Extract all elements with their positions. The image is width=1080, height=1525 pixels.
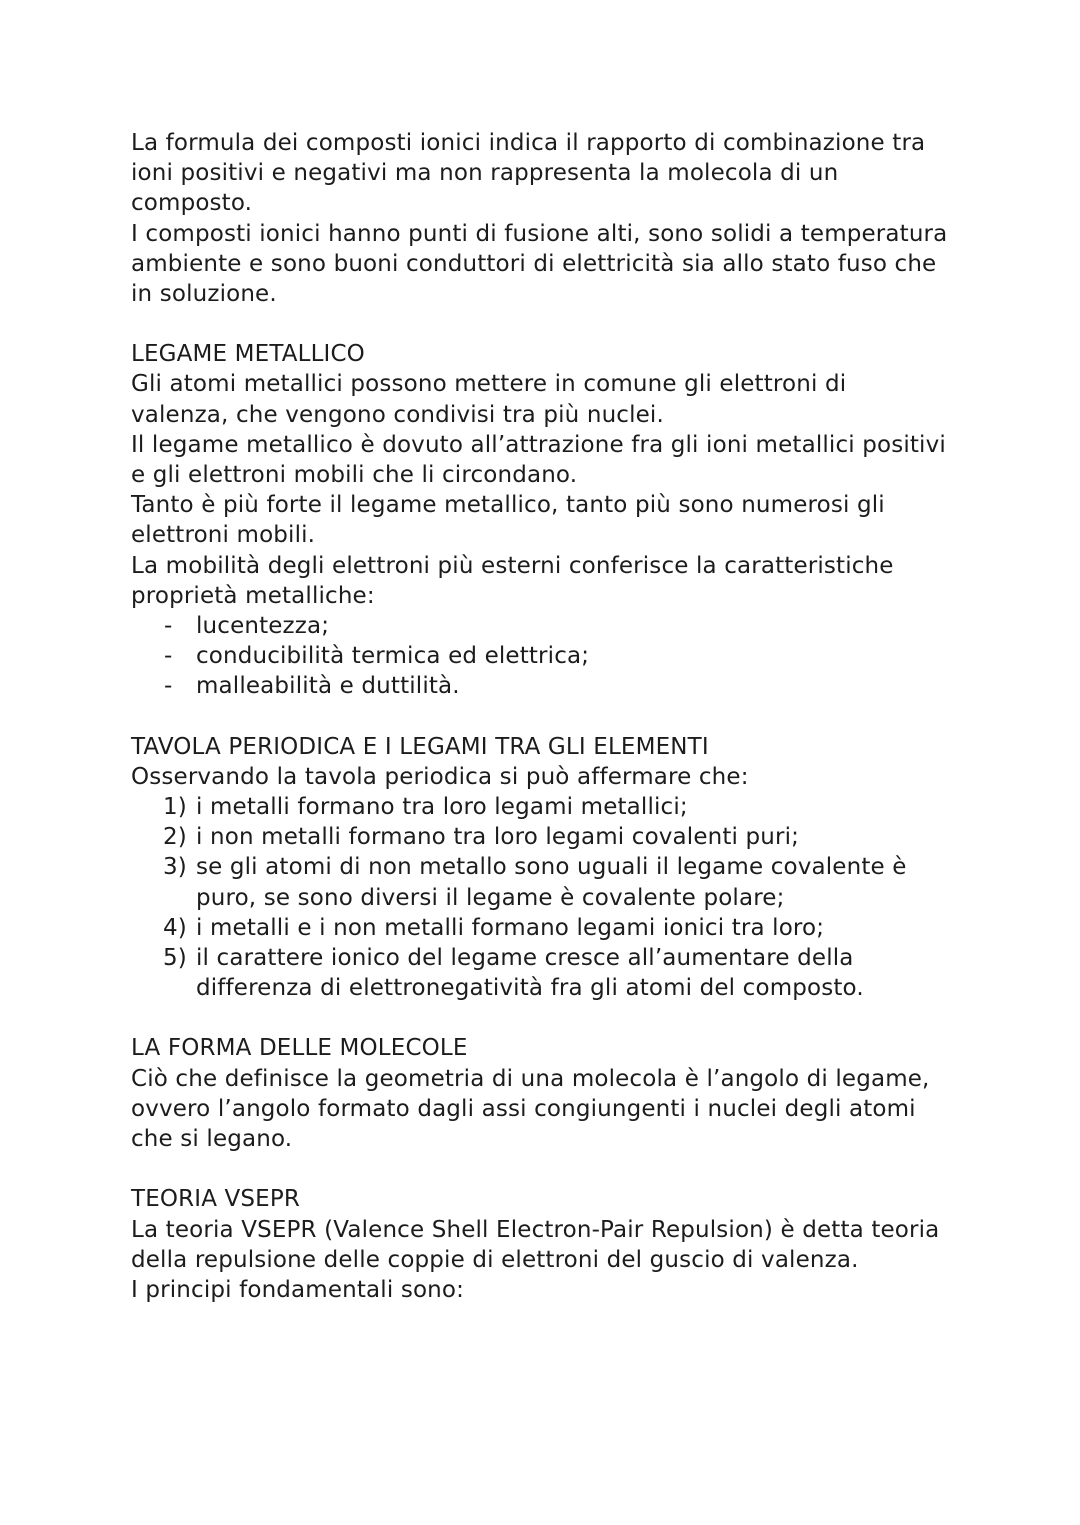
page-content bbox=[131, 128, 951, 1305]
list-item bbox=[131, 852, 951, 912]
section-heading: LA FORMA DELLE MOLECOLE bbox=[131, 1035, 468, 1062]
list-item bbox=[131, 913, 951, 943]
section-heading: TEORIA VSEPR bbox=[131, 1186, 301, 1213]
list-item bbox=[131, 822, 951, 852]
intro-paragraph-1: La formula dei composti ionici indica il rapporto di combinazione tra ioni positivi e negativi ma non rappresenta la molecola di un composto. bbox=[131, 130, 926, 217]
paragraph: Osservando la tavola periodica si può affermare che: bbox=[131, 763, 749, 790]
intro-paragraph-2: I composti ionici hanno punti di fusione alti, sono solidi a temperatura ambiente e sono buoni conduttori di elettricità sia allo stato fuso che in soluzione. bbox=[131, 220, 948, 308]
list-item bbox=[131, 671, 951, 701]
list-item bbox=[131, 641, 951, 671]
section-legame-metallico bbox=[131, 339, 951, 701]
paragraph: La mobilità degli elettroni più esterni conferisce la caratteristiche proprietà metalliche: bbox=[131, 552, 894, 609]
dash-marker: - bbox=[164, 673, 173, 700]
list-item-text: i metalli e i non metalli formano legami ionici tra loro; bbox=[196, 914, 825, 941]
section-tavola-periodica bbox=[131, 732, 951, 1004]
section-teoria-vsepr bbox=[131, 1184, 951, 1305]
list-item-text: se gli atomi di non metallo sono uguali il legame covalente è puro, se sono diversi il legame è covalente polare; bbox=[196, 854, 907, 911]
list-item-text: i metalli formano tra loro legami metallici; bbox=[196, 794, 688, 821]
section-heading: TAVOLA PERIODICA E I LEGAMI TRA GLI ELEMENTI bbox=[131, 733, 709, 760]
list-item-text: conducibilità termica ed elettrica; bbox=[196, 643, 590, 670]
list-item-text: i non metalli formano tra loro legami covalenti puri; bbox=[196, 824, 800, 851]
list-item bbox=[131, 943, 951, 1003]
section-forma-molecole bbox=[131, 1033, 951, 1154]
paragraph: Il legame metallico è dovuto all’attrazione fra gli ioni metallici positivi e gli elettroni mobili che li circondano. bbox=[131, 431, 946, 489]
paragraph: I principi fondamentali sono: bbox=[131, 1276, 465, 1303]
number-marker: 3) bbox=[163, 854, 187, 881]
list-item bbox=[131, 611, 951, 641]
section-heading: LEGAME METALLICO bbox=[131, 341, 365, 368]
list-item-text: il carattere ionico del legame cresce all’aumentare della differenza di elettronegatività fra gli atomi del composto. bbox=[196, 945, 864, 1002]
paragraph: Tanto è più forte il legame metallico, tanto più sono numerosi gli elettroni mobili. bbox=[131, 492, 885, 549]
numbered-list bbox=[131, 792, 951, 1003]
list-item-text: lucentezza; bbox=[196, 613, 330, 640]
intro-section bbox=[131, 128, 951, 309]
paragraph: La teoria VSEPR (Valence Shell Electron-Pair Repulsion) è detta teoria della repulsione delle coppie di elettroni del guscio di valenza. bbox=[131, 1216, 940, 1273]
paragraph: Ciò che definisce la geometria di una molecola è l’angolo di legame, ovvero l’angolo formato dagli assi congiungenti i nuclei degli atomi che si legano. bbox=[131, 1065, 930, 1153]
list-item-text: malleabilità e duttilità. bbox=[196, 673, 460, 700]
number-marker: 1) bbox=[163, 794, 187, 821]
dash-marker: - bbox=[164, 613, 173, 640]
list-item bbox=[131, 792, 951, 822]
number-marker: 4) bbox=[163, 914, 187, 941]
properties-list bbox=[131, 611, 951, 702]
dash-marker: - bbox=[164, 643, 173, 670]
number-marker: 5) bbox=[163, 945, 187, 972]
paragraph: Gli atomi metallici possono mettere in comune gli elettroni di valenza, che vengono condivisi tra più nuclei. bbox=[131, 371, 847, 428]
number-marker: 2) bbox=[163, 824, 187, 851]
